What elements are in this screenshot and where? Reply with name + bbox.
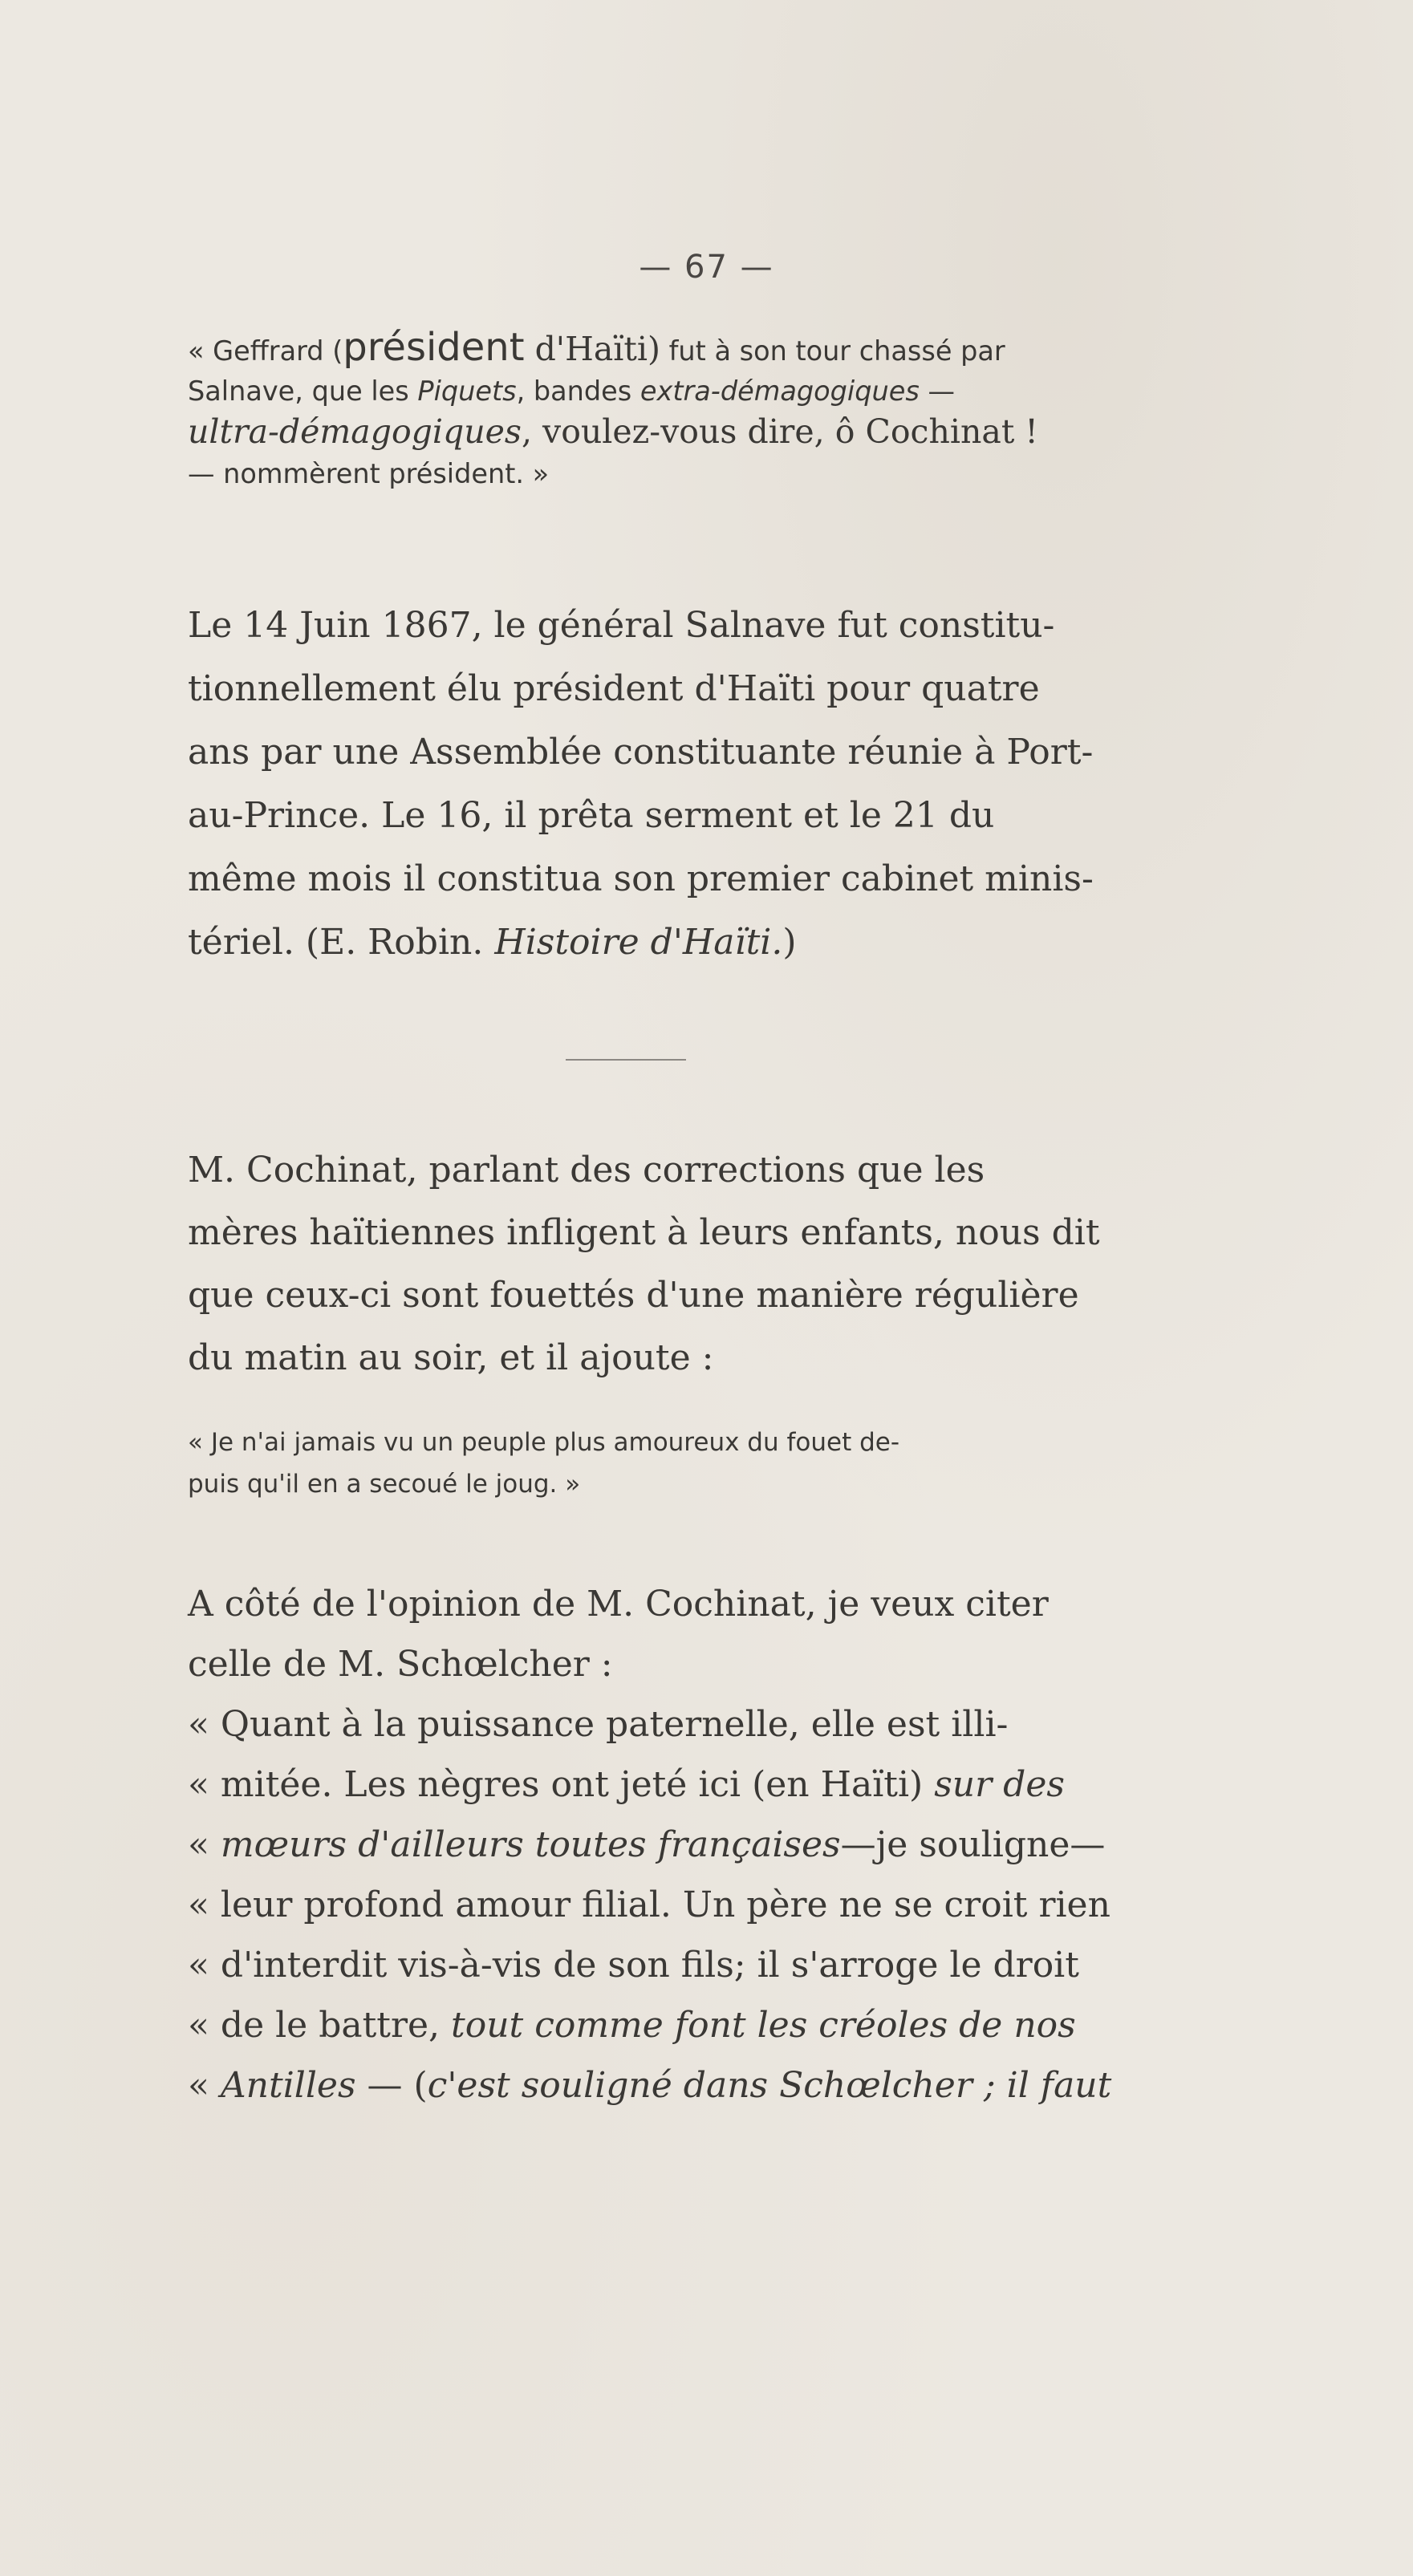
text-line: « mœurs d'ailleurs toutes françaises—je souligne— — [188, 1824, 1106, 1865]
text-line: « leur profond amour filial. Un père ne se croit rien — [188, 1884, 1111, 1925]
text-line: « mitée. Les nègres ont jeté ici (en Haïti) sur des — [188, 1764, 1065, 1805]
text-line: tionnellement élu président d'Haïti pour quatre — [188, 668, 1040, 709]
cochinat-paragraph — [188, 1139, 1231, 1389]
text-line: « Geffrard (président d'Haïti) fut à son tour chassé par — [188, 325, 1005, 370]
text-line: A côté de l'opinion de M. Cochinat, je veux citer — [188, 1584, 1049, 1625]
salnave-paragraph — [188, 594, 1231, 974]
text-line: puis qu'il en a secoué le joug. » — [188, 1470, 581, 1499]
text-line: ultra-démagogiques, voulez-vous dire, ô Cochinat ! — [188, 412, 1038, 451]
text-line: « Antilles — (c'est souligné dans Schœlcher ; il faut — [188, 2065, 1112, 2106]
text-line: « Quant à la puissance paternelle, elle est illi- — [188, 1704, 1009, 1745]
text-line: au-Prince. Le 16, il prêta serment et le 21 du — [188, 795, 995, 836]
text-line: celle de M. Schœlcher : — [188, 1644, 613, 1685]
text-line: ans par une Assemblée constituante réunie à Port- — [188, 732, 1094, 773]
text-line: du matin au soir, et il ajoute : — [188, 1337, 714, 1378]
text-line: même mois il constitua son premier cabinet minis- — [188, 858, 1094, 899]
geffrard-quote — [188, 327, 1231, 494]
text-line: que ceux-ci sont fouettés d'une manière régulière — [188, 1275, 1079, 1316]
text-line: — nommèrent président. » — [188, 458, 550, 489]
text-line: Salnave, que les Piquets, bandes extra-démagogiques — — [188, 375, 955, 407]
page-number: — 67 — — [639, 249, 774, 286]
text-line: Le 14 Juin 1867, le général Salnave fut constitu- — [188, 605, 1055, 646]
text-line: M. Cochinat, parlant des corrections que les — [188, 1150, 985, 1191]
text-line: « Je n'ai jamais vu un peuple plus amoureux du fouet de- — [188, 1428, 900, 1457]
text-line: « d'interdit vis-à-vis de son fils; il s'arroge le droit — [188, 1945, 1079, 1986]
text-line: « de le battre, tout comme font les créoles de nos — [188, 2005, 1076, 2046]
text-line: mères haïtiennes infligent à leurs enfants, nous dit — [188, 1212, 1100, 1253]
cochinat-quote — [188, 1422, 1231, 1505]
schoelcher-paragraph — [188, 1574, 1231, 2116]
section-divider — [566, 1059, 686, 1061]
text-line: tériel. (E. Robin. Histoire d'Haïti.) — [188, 922, 797, 963]
